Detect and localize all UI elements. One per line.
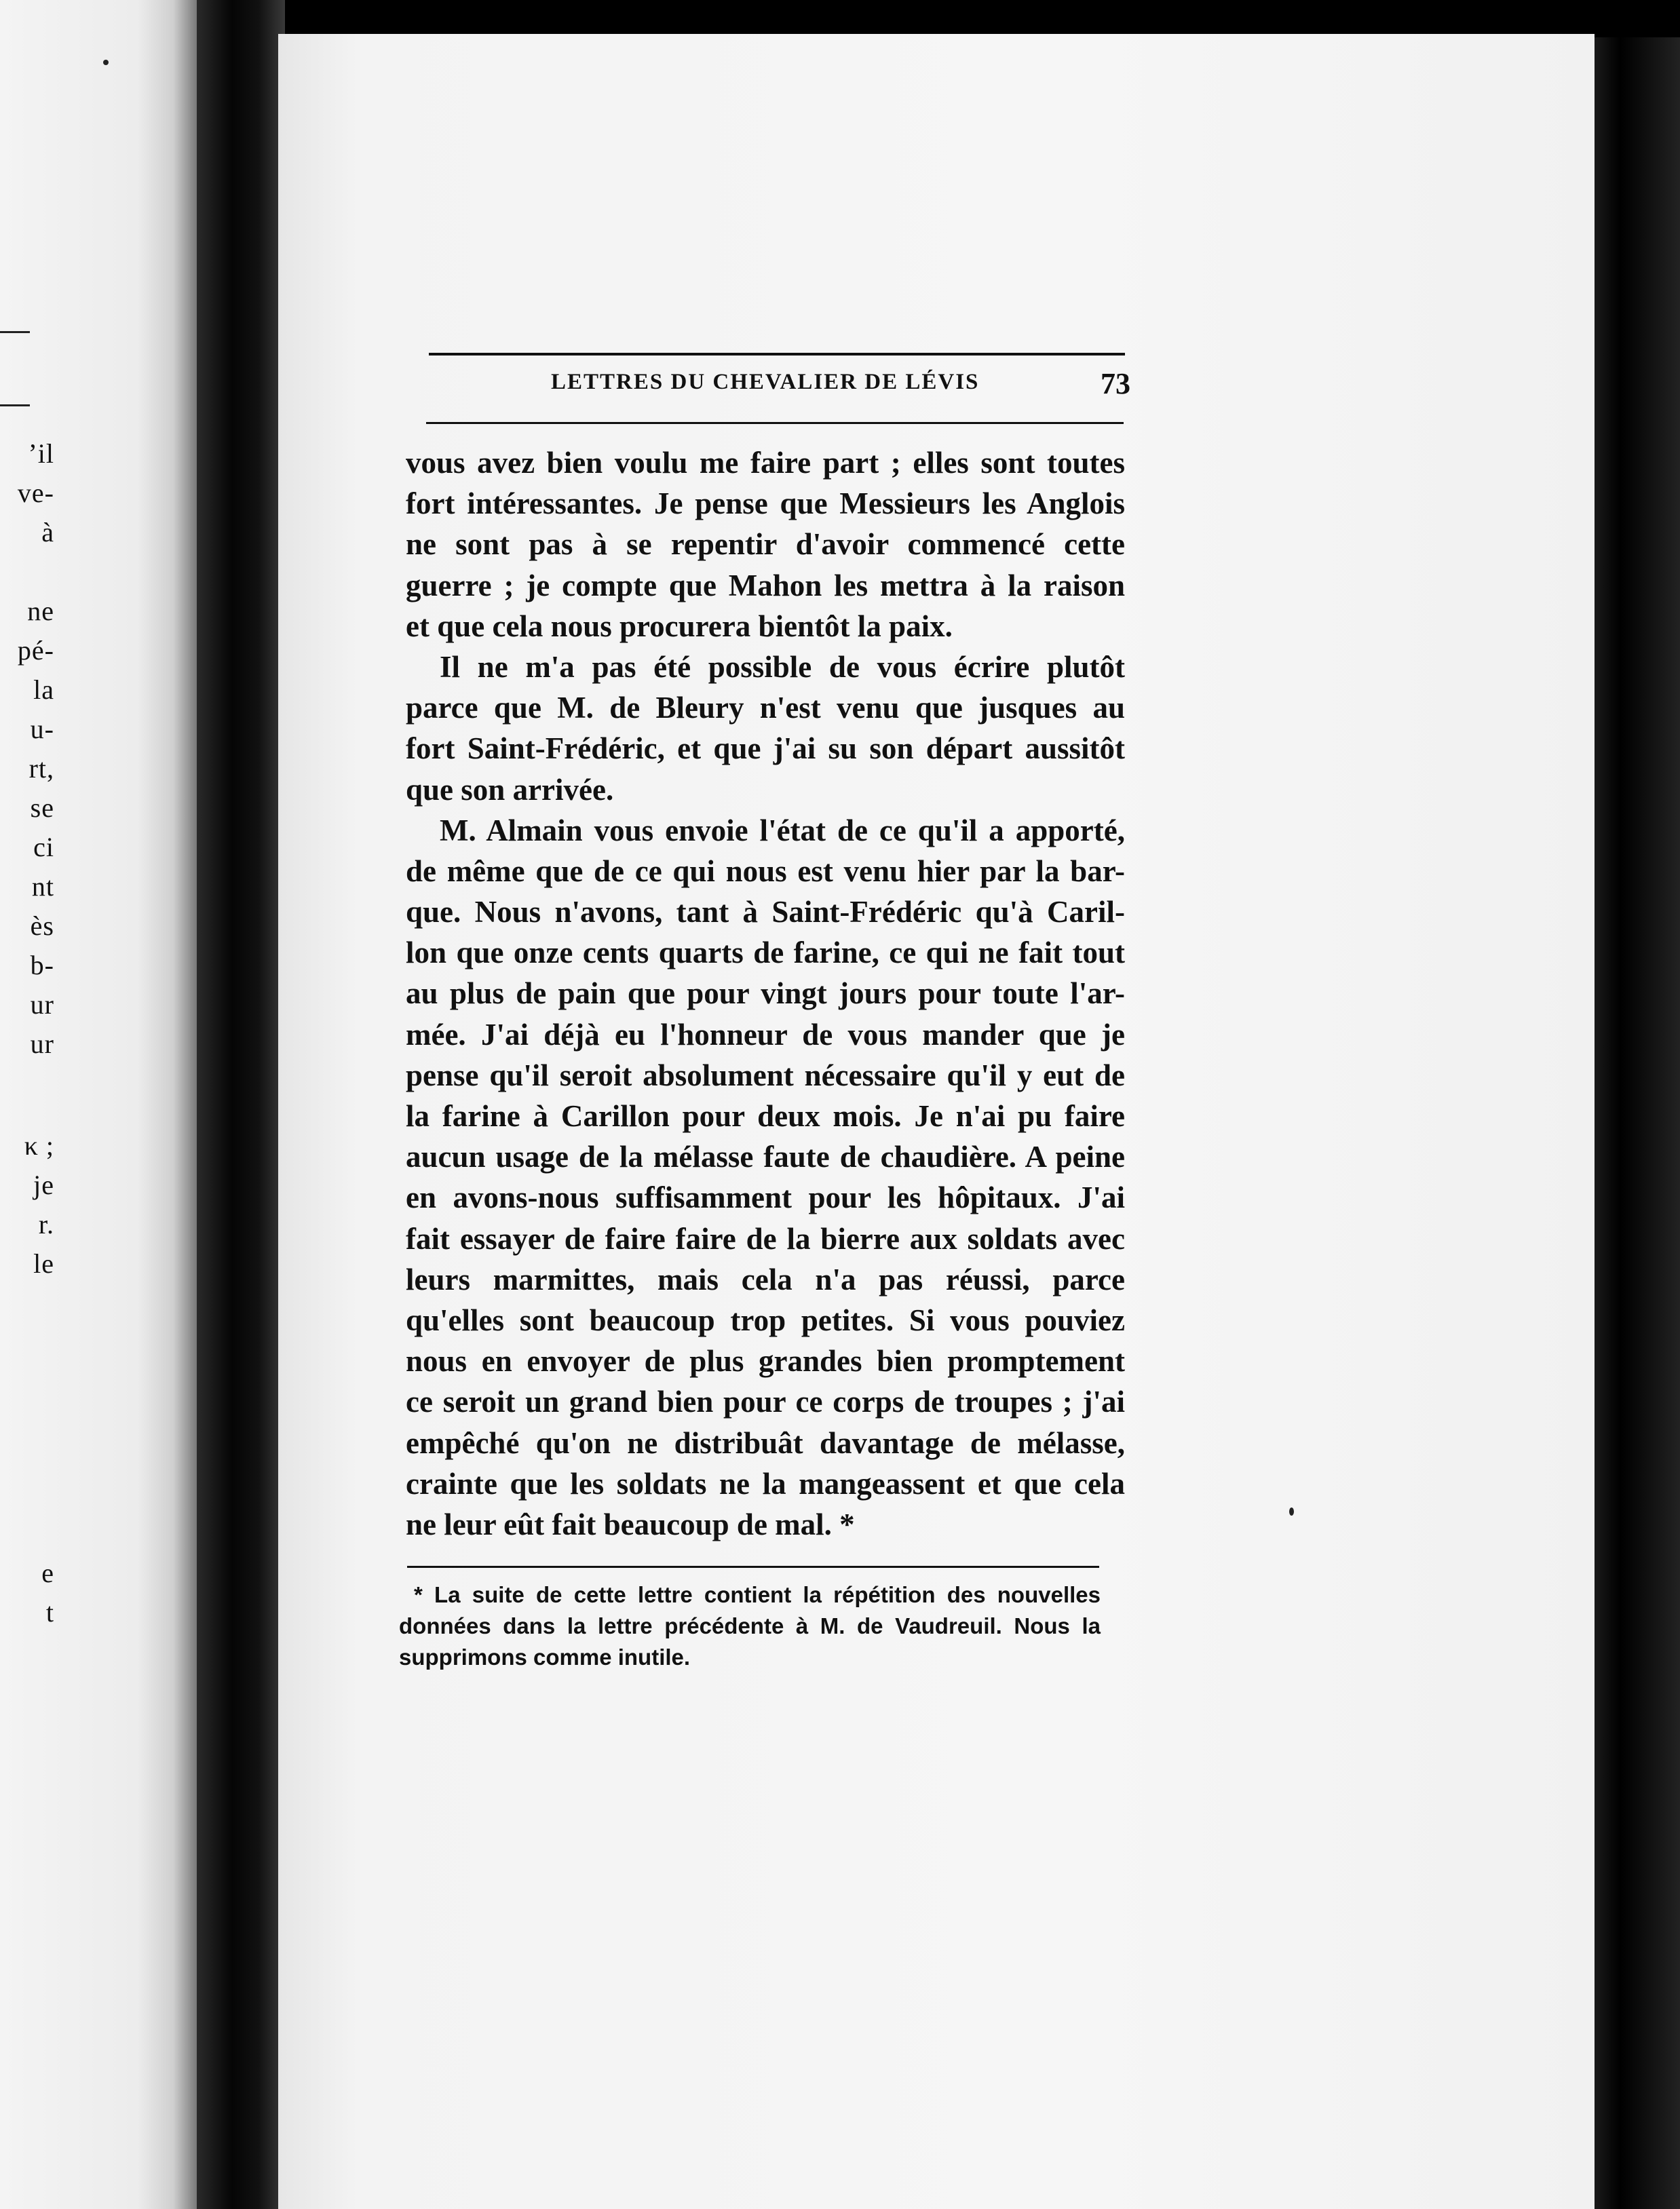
paragraph [406,442,1125,647]
text-line: guerre ; je compte que Mahon les mettra à la raison [406,568,1125,602]
left-fragment: e [41,1558,54,1588]
page-edge-shadow [1595,37,1680,2209]
left-fragment: b- [30,950,54,980]
text-line: que son arrivée. [406,772,614,807]
text-line: empêché qu'on ne distribuât davantage de mélasse, [406,1425,1125,1460]
left-fragment: je [33,1170,54,1200]
left-fragment: t [45,1597,54,1628]
text-line: la farine à Carillon pour deux mois. Je n'ai pu faire [406,1099,1125,1133]
text-line: mée. J'ai déjà eu l'honneur de vous mander que je [406,1017,1125,1052]
header-rule-bottom [426,422,1124,424]
left-fragment: le [33,1248,54,1279]
header-rule-top [429,353,1125,356]
text-line: aucun usage de la mélasse faute de chaudière. A peine [406,1140,1125,1174]
text-line: fait essayer de faire faire de la bierre aux soldats avec [406,1221,1125,1256]
left-fragment: ur [30,1029,54,1059]
page-number: 73 [1101,367,1130,400]
left-page-fragments [0,1126,54,1284]
text-line: leurs marmittes, mais cela n'a pas réussi, parce [406,1262,1125,1296]
left-fragment: ur [30,989,54,1020]
text-line: de même que de ce qui nous est venu hier par la bar- [406,853,1125,888]
footnote [399,1579,1101,1673]
left-fragment: κ ; [24,1130,54,1161]
text-line: nous en envoyer de plus grandes bien promptement [406,1344,1125,1379]
left-fragment: nt [31,871,54,902]
scan-speck [1289,1507,1294,1516]
text-line: fort Saint-Frédéric, et que j'ai su son départ aussitôt [406,731,1125,766]
left-fragment: ci [33,832,54,862]
left-fragment: ve- [17,478,54,508]
left-fragment [0,552,54,592]
left-facing-page [0,0,197,2209]
text-line: en avons-nous suffisamment pour les hôpitaux. J'ai [406,1180,1125,1215]
text-line: au plus de pain que pour vingt jours pour toute l'ar- [406,976,1125,1011]
left-fragment: r. [38,1209,54,1240]
book-gutter-shadow [197,0,285,2209]
text-line: qu'elles sont beaucoup trop petites. Si vous pouviez [406,1303,1125,1337]
left-fragment: pé- [17,635,54,666]
left-page-fragments [0,434,54,1064]
text-line: fort intéressantes. Je pense que Messieurs les Anglois [406,486,1125,521]
text-line: parce que M. de Bleury n'est venu que jusques au [406,691,1125,725]
left-page-fragments [0,1554,54,1632]
left-fragment: ne [27,596,54,626]
left-fragment: ès [30,910,54,941]
paragraph [406,647,1125,810]
footnote-line: supprimons comme inutile. [399,1645,691,1670]
left-fragment: ʼil [28,438,54,469]
text-line: lon que onze cents quarts de farine, ce qui ne fait tout [406,936,1125,970]
text-line: M. Almain vous envoie l'état de ce qu'il a apporté, [440,813,1125,847]
footnote-line: données dans la lettre précédente à M. de Vaudreuil. Nous la [399,1613,1101,1638]
left-page-rule [0,404,30,406]
body-text [406,442,1125,1545]
running-head: LETTRES DU CHEVALIER DE LÉVIS [551,370,980,394]
text-line: vous avez bien voulu me faire part ; elles sont toutes [406,446,1125,480]
text-line: ce seroit un grand bien pour ce corps de troupes ; j'ai [406,1385,1125,1419]
left-fragment: se [30,792,54,823]
text-line: ne leur eût fait beaucoup de mal. * [406,1507,855,1541]
footnote-line: * La suite de cette lettre contient la répétition des nouvelles [414,1582,1101,1607]
left-fragment: u- [30,714,54,744]
left-page-rule [0,331,30,333]
text-line: pense qu'il seroit absolument nécessaire qu'il y eut de [406,1058,1125,1092]
left-fragment: à [41,517,54,548]
text-line: et que cela nous procurera bientôt la paix. [406,609,953,643]
text-line: que. Nous n'avons, tant à Saint-Frédéric qu'à Caril- [406,895,1125,929]
left-fragment: rt, [28,753,54,784]
scan-speck [103,60,109,65]
text-line: Il ne m'a pas été possible de vous écrire plutôt [440,649,1125,684]
left-fragment: la [33,674,54,705]
footnote-rule [407,1566,1099,1568]
text-line: crainte que les soldats ne la mangeassent et que cela [406,1466,1125,1501]
paragraph [406,810,1125,1545]
text-line: ne sont pas à se repentir d'avoir commencé cette [406,527,1125,562]
